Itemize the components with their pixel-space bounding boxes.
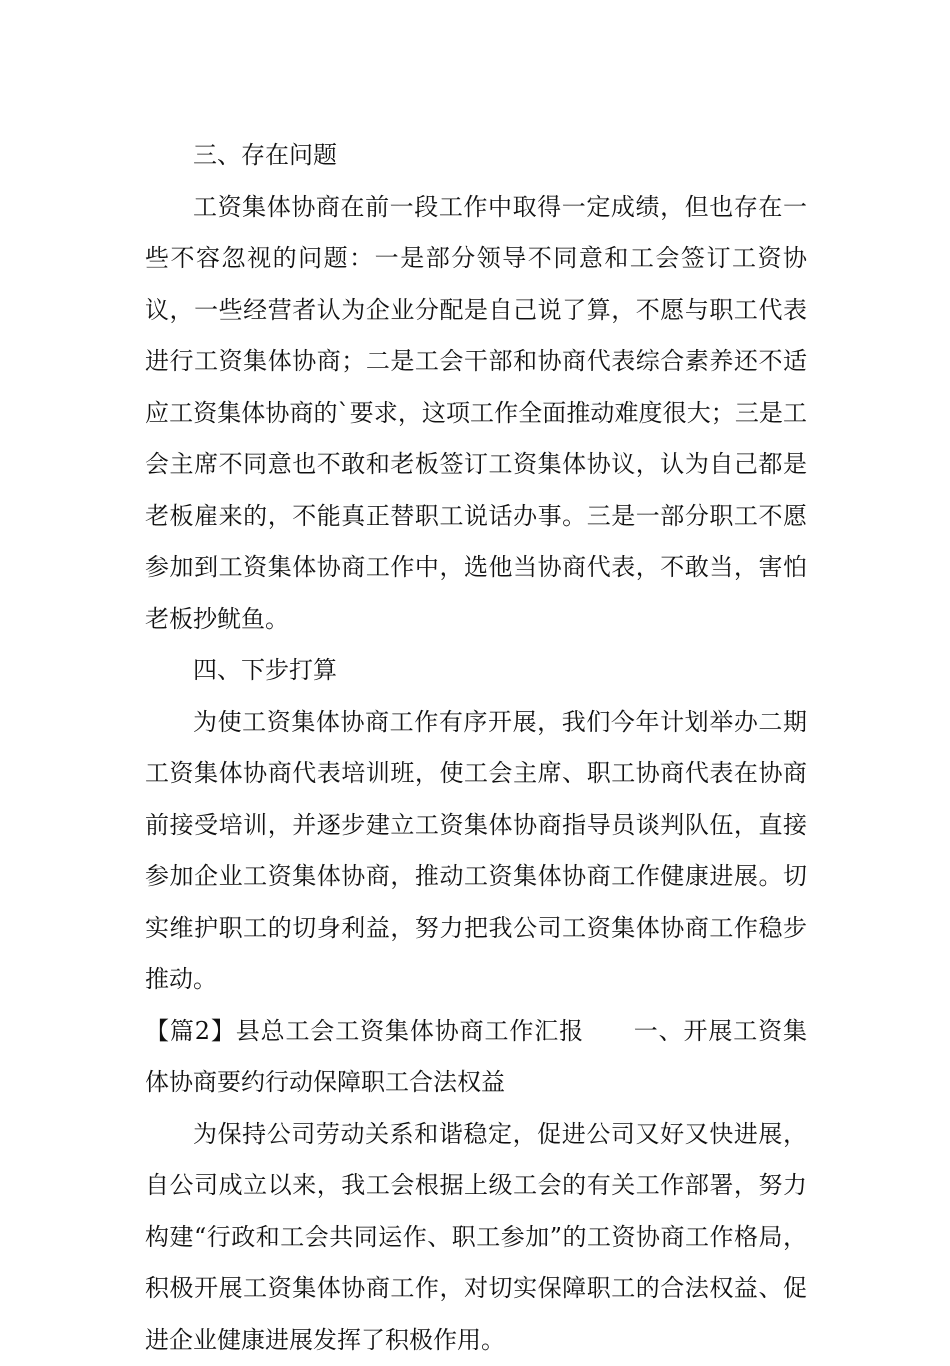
section-heading-problems: 三、存在问题 (145, 130, 807, 182)
document-body (145, 130, 807, 1366)
article-paragraph: 为保持公司劳动关系和谐稳定，促进公司又好又快进展，自公司成立以来，我工会根据上级工会的有关工作部署，努力构建“行政和工会共同运作、职工参加”的工资协商工作格局，积极开展工资集体协商工作，对切实保障职工的合法权益、促进企业健康进展发挥了积极作用。 (145, 1109, 807, 1366)
section-heading-plans: 四、下步打算 (145, 645, 807, 697)
section-paragraph-plans: 为使工资集体协商工作有序开展，我们今年计划举办二期工资集体协商代表培训班，使工会主席、职工协商代表在协商前接受培训，并逐步建立工资集体协商指导员谈判队伍，直接参加企业工资集体协商，推动工资集体协商工作健康进展。切实维护职工的切身利益，努力把我公司工资集体协商工作稳步推动。 (145, 697, 807, 1006)
article-title: 【篇2】县总工会工资集体协商工作汇报 一、开展工资集体协商要约行动保障职工合法权益 (145, 1006, 807, 1109)
section-paragraph-problems: 工资集体协商在前一段工作中取得一定成绩，但也存在一些不容忽视的问题：一是部分领导不同意和工会签订工资协议，一些经营者认为企业分配是自己说了算，不愿与职工代表进行工资集体协商；二是工会干部和协商代表综合素养还不适应工资集体协商的`要求，这项工作全面推动难度很大；三是工会主席不同意也不敢和老板签订工资集体协议，认为自己都是老板雇来的，不能真正替职工说话办事。三是一部分职工不愿参加到工资集体协商工作中，选他当协商代表，不敢当，害怕老板抄鱿鱼。 (145, 182, 807, 646)
